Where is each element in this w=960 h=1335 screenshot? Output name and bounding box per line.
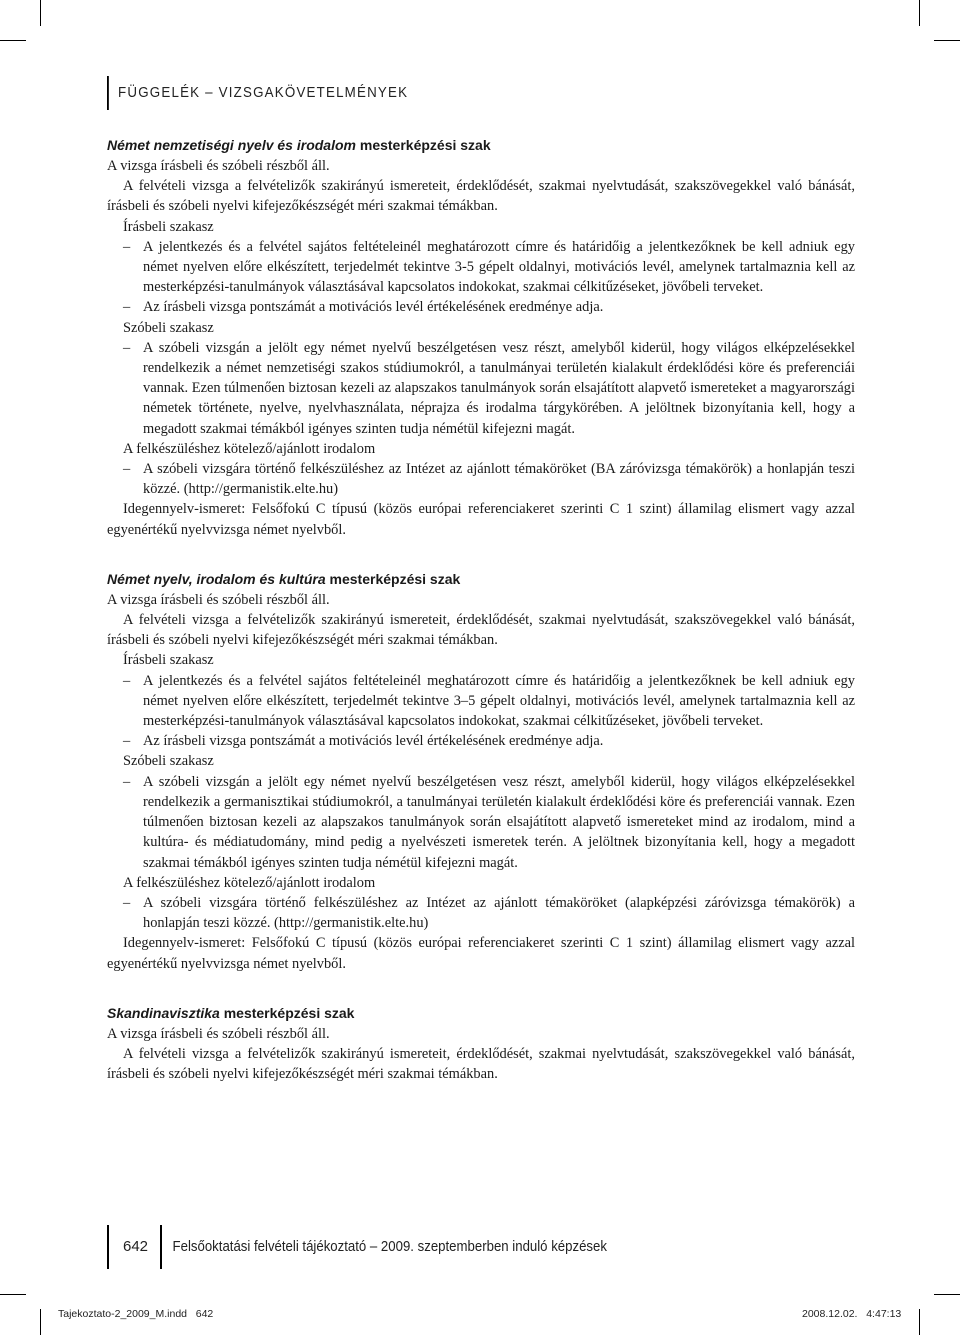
program-section [107,134,855,540]
crop-mark [934,40,960,41]
program-section [107,568,855,974]
page-content [107,134,855,1112]
prep-label: A felkészüléshez kötelező/ajánlott irodalom [123,440,376,457]
written-label: Írásbeli szakasz [123,218,214,235]
language-requirement: Idegennyelv-ismeret: Felsőfokú C típusú (közös európai referenciakeret szerinti C 1 szint) államilag elismert vagy azzal egyenértékű nyelvvizsga német nyelvből. [107,501,855,538]
slug-file: Tajekoztato-2_2009_M.indd 642 [58,1308,214,1320]
crop-mark [40,1309,41,1335]
oral-item: – A szóbeli vizsgán a jelölt egy német nyelvű beszélgetésen vesz részt, amelyből kiderül, hogy világos elképzelésekkel rendelkezik a német nemzetiségi szakos stúdiumokról, a tanulmányai területén kialakult érdeklődési köre és preferenciái vannak. Ezen túlmenően biztosan kezeli az alapszakos tanulmányok során elsajátított alapvető ismereteket a magyarországi németek története, nyelve, nyelvhasználata, néprajza és irodalma tárgykörében. A jelöltnek bizonyítania kell, hogy a megadott szakmai témákból igényes szinten tudja némétül kifejezni magát. [107,338,855,439]
language-requirement: Idegennyelv-ismeret: Felsőfokú C típusú (közös európai referenciakeret szerinti C 1 szint) államilag elismert vagy azzal egyenértékű nyelvvizsga német nyelvből. [107,935,855,972]
prep-label: A felkészüléshez kötelező/ajánlott irodalom [123,874,376,891]
section-description: A felvételi vizsga a felvételizők szakirányú ismereteit, érdeklődését, szakmai nyelvtudását, szakszövegekkel való bánását, írásbeli és szóbeli nyelvi kifejezőkészségét méri szakmai témákban. [107,178,855,215]
crop-mark [934,1294,960,1295]
program-section [107,1002,855,1085]
page-footer [107,1225,668,1269]
section-intro: A vizsga írásbeli és szóbeli részből áll. [107,1025,330,1042]
crop-mark [0,1294,26,1295]
running-header [107,76,408,110]
prep-item: – A szóbeli vizsgára történő felkészüléshez az Intézet az ajánlott témaköröket (BA záróvizsga témakörök) a honlapján teszi közzé. (http://germanistik.elte.hu) [107,459,855,499]
crop-mark [919,1309,920,1335]
written-label: Írásbeli szakasz [123,652,214,669]
crop-mark [919,0,920,26]
section-intro: A vizsga írásbeli és szóbeli részből áll. [107,591,330,608]
crop-mark [40,0,41,26]
section-description: A felvételi vizsga a felvételizők szakirányú ismereteit, érdeklődését, szakmai nyelvtudását, szakszövegekkel való bánását, írásbeli és szóbeli nyelvi kifejezőkészségét méri szakmai témákban. [107,1045,855,1083]
oral-label: Szóbeli szakasz [123,319,214,336]
section-title: Német nemzetiségi nyelv és irodalom mesterképzési szak [107,137,491,153]
footer-title: Felsőoktatási felvételi tájékoztató – 2009. szeptemberben induló képzések [172,1238,607,1255]
slug-timestamp: 2008.12.02. 4:47:13 [802,1308,902,1320]
section-title: Német nyelv, irodalom és kultúra mesterképzési szak [107,570,461,587]
header-title: FÜGGELÉK – VIZSGAKÖVETELMÉNYEK [118,85,409,101]
prep-item: – A szóbeli vizsgára történő felkészüléshez az Intézet az ajánlott témaköröket (alapképzési záróvizsga témakörök) a honlapján teszi közzé. (http://germanistik.elte.hu) [107,893,855,933]
written-item: – Az írásbeli vizsga pontszámát a motivációs levél értékelésének eredménye adja. [107,297,855,317]
written-item: – A jelentkezés és a felvétel sajátos feltételeinél meghatározott címre és határidőig a jelentkezőknek be kell adniuk egy német nyelven előre elkészített, terjedelmét tekintve 3-5 gépelt oldalnyi, motivációs levél, amelynek tartalmaznia kell az mesterképzési-tanulmányok választásával kapcsolatos indokokat, szakmai célkitűzéseket, jövőbeli terveket. [107,237,855,298]
section-title: Skandinavisztika mesterképzési szak [107,1004,355,1021]
crop-mark [0,40,26,41]
oral-item: – A szóbeli vizsgán a jelölt egy német nyelvű beszélgetésen vesz részt, amelyből kiderül, hogy világos elképzelésekkel rendelkezik a germanisztikai stúdiumokról, a tanulmányai területén kialakult érdeklődési köre és preferenciái vannak. Ezen túlmenően biztosan kezeli az alapszakos tanulmányok során elsajátított alapvető ismereteket mind az irodalom, mind a kultúra- és médiatudomány, mind pedig a nyelvészeti ismeretek terén. A jelöltnek bizonyítania kell, hogy a megadott szakmai témákból igényes szinten tudja némétül kifejezni magát. [107,772,855,873]
written-item: – Az írásbeli vizsga pontszámát a motivációs levél értékelésének eredménye adja. [107,731,855,751]
oral-label: Szóbeli szakasz [123,753,214,770]
section-description: A felvételi vizsga a felvételizők szakirányú ismereteit, érdeklődését, szakmai nyelvtudását, szakszövegekkel való bánását, írásbeli és szóbeli nyelvi kifejezőkészségét méri szakmai témákban. [107,612,855,649]
section-intro: A vizsga írásbeli és szóbeli részből áll. [107,158,330,174]
written-item: – A jelentkezés és a felvétel sajátos feltételeinél meghatározott címre és határidőig a jelentkezőknek be kell adniuk egy német nyelven előre elkészített, terjedelmét tekintve 3–5 gépelt oldalnyi, motivációs levél, amelynek tartalmaznia kell az mesterképzési-tanulmányok választásával kapcsolatos indokokat, szakmai célkitűzéseket, jövőbeli terveket. [107,671,855,732]
page-number: 642 [109,1225,162,1269]
